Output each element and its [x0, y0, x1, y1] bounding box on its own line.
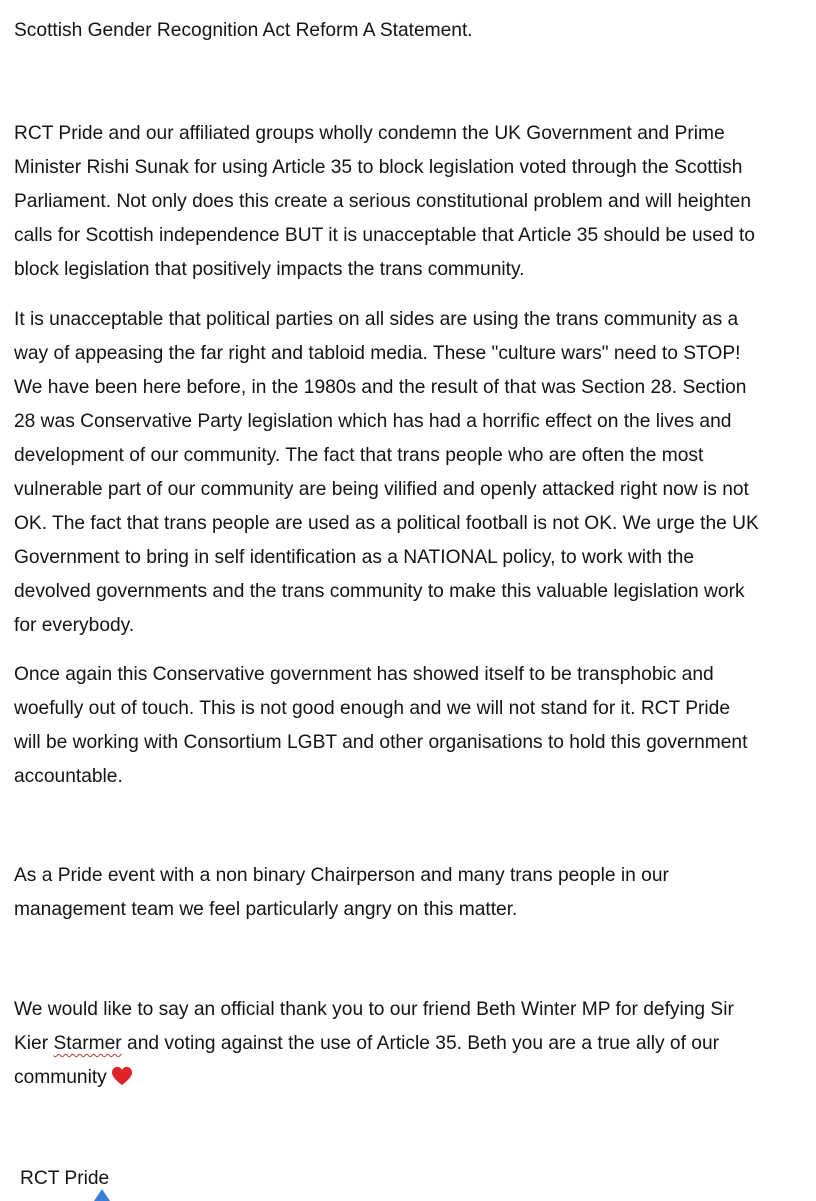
paragraph-4 [14, 859, 669, 927]
document-title: Scottish Gender Recognition Act Reform A Statement. [14, 20, 473, 41]
text-line: Government to bring in self identification as a NATIONAL policy, to work with the [14, 547, 695, 568]
text-line: development of our community. The fact that trans people who are often the most [14, 445, 704, 466]
cursor-caret-icon [94, 1189, 110, 1201]
text-line: 28 was Conservative Party legislation which has had a horrific effect on the lives and [14, 411, 732, 432]
text-line [14, 1027, 734, 1061]
text-line: As a Pride event with a non binary Chairperson and many trans people in our [14, 865, 669, 886]
spellcheck-flagged-word[interactable]: Starmer [53, 1033, 122, 1054]
text-fragment: Kier [14, 1033, 54, 1054]
text-line: We have been here before, in the 1980s and the result of that was Section 28. Section [14, 377, 747, 398]
paragraph-2 [14, 303, 759, 643]
text-line: Minister Rishi Sunak for using Article 35 to block legislation voted through the Scottish [14, 157, 743, 178]
text-fragment: community [14, 1067, 107, 1088]
text-line: calls for Scottish independence BUT it is unacceptable that Article 35 should be used to [14, 225, 755, 246]
text-fragment: and voting against the use of Article 35. Beth you are a true ally of our [121, 1033, 720, 1054]
text-line: devolved governments and the trans community to make this valuable legislation work [14, 581, 745, 602]
text-line: It is unacceptable that political parties on all sides are using the trans community as a [14, 309, 739, 330]
text-line: Parliament. Not only does this create a serious constitutional problem and will heighten [14, 191, 751, 212]
paragraph-3 [14, 658, 747, 794]
text-line: way of appeasing the far right and tabloid media. These "culture wars" need to STOP! [14, 343, 741, 364]
paragraph-1 [14, 117, 755, 287]
text-line: RCT Pride and our affiliated groups wholly condemn the UK Government and Prime [14, 123, 725, 144]
paragraph-5 [14, 993, 734, 1095]
text-line: Once again this Conservative government has showed itself to be transphobic and [14, 664, 714, 685]
text-line: will be working with Consortium LGBT and other organisations to hold this government [14, 732, 748, 753]
heart-icon [111, 1066, 133, 1086]
text-line: block legislation that positively impacts the trans community. [14, 259, 525, 280]
text-line: management team we feel particularly angry on this matter. [14, 899, 518, 920]
text-line: accountable. [14, 766, 123, 787]
text-line: for everybody. [14, 615, 135, 636]
signature: RCT Pride [20, 1168, 110, 1189]
text-line: We would like to say an official thank you to our friend Beth Winter MP for defying Sir [14, 999, 734, 1020]
text-line [14, 1061, 734, 1095]
text-line: woefully out of touch. This is not good enough and we will not stand for it. RCT Pride [14, 698, 731, 719]
text-line: vulnerable part of our community are being vilified and openly attacked right now is not [14, 479, 749, 500]
text-line: OK. The fact that trans people are used as a political football is not OK. We urge the UK [14, 513, 759, 534]
